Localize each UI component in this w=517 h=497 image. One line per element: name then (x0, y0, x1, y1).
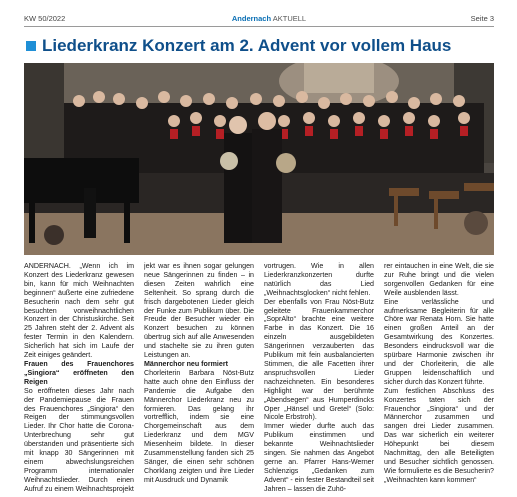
brand-name: Andernach (231, 14, 272, 23)
subheading: Männerchor neu formiert (144, 359, 228, 368)
paragraph: ANDERNACH. „Wenn ich im Konzert des Liederkranz gewesen bin, kann für mich Weihnachten beginnen“ äußerte eine zufriedene Besucherin nach dem sehr gut besuchten vorweihnachtlichen Konzert in der Christuskirche. Seit 25 Jahren steht der 2. Advent als fester Termin in den Kalendern. Sicherlich hat sich im Laufe der Zeit einiges geändert. (24, 262, 134, 360)
headline-text: Liederkranz Konzert am 2. Advent vor vollem Haus (42, 36, 452, 55)
paragraph: Zum festlichen Abschluss des Konzertes taten sich der Frauenchor „Singiora“ und der Männerchor zusammen und sangen drei Lieder zusammen. Das war sicherlich ein weiterer Höhepunkt bei diesem Nachmittag, den alle Beteiligten und Besucher sichtlich genossen. Wie formulierte es die Besucherin? „Weihnachten kann kommen“ (384, 386, 494, 484)
section-label (224, 14, 314, 23)
concert-photo (24, 63, 494, 255)
subheading: Frauen des Frauenchores „Singiora“ eröffneten den Reigen (24, 359, 134, 386)
paragraph: Chorleiterin Barbara Nöst-Butz hatte auch ohne den Einfluss der Pandemie die Aufgabe den Männerchor Liederkranz neu zu formieren. Das gelang ihr vortrefflich, indem sie eine Chorgemeinschaft aus dem Liederkranz und dem MGV Miesenheim bildete. In dieser Zusammenstellung fanden sich 25 Sänger, die einen sehr schönen Chorklang zeigten und ihre Lieder mit Ausdruck und Dynamik (144, 368, 254, 484)
headline (26, 36, 496, 60)
page-number: Seite 3 (470, 14, 494, 23)
article-column-2 (144, 262, 254, 494)
article-column-3 (264, 262, 374, 494)
headline-square-icon (26, 41, 36, 51)
article-body (24, 262, 494, 494)
issue-number: KW 50/2022 (24, 14, 66, 23)
paragraph: Eine verlässliche und aufmerksame Begleiterin für alle Chöre war Renata Horn. Sie hatte einen großen Anteil an der Gesamtwirkung des Konzertes. Besonders eindrucksvoll war die spürbare Harmonie zwischen ihr und der Chorleiterin, die alle Gruppen leidenschaftlich und sicher durch das Konzert führte. (384, 297, 494, 386)
paragraph: Immer wieder durfte auch das Publikum einstimmen und bekannte Weihnachtslieder singen. Sie nahmen das Angebot gerne an. Pfarrer Hans-Werner Schlenzigs „Gedanken zum Advent“ - ein fester Bestandteil seit Jahren – lassen die Zuhö- (264, 422, 374, 493)
header-divider (24, 26, 494, 27)
paragraph: vortrugen. Wie in allen Liederkranzkonzerten durfte natürlich das Lied „Weihnachtsglocken“ nicht fehlen. (264, 262, 374, 297)
paragraph: jekt war es ihnen sogar gelungen neue Sängerinnen zu finden – in diesen Zeiten wahrlich eine Seltenheit. So sprang durch die frisch dargebotenen Lieder gleich der Funke zum Publikum über. Die Freude der Besucher wieder ein Konzert besuchen zu können übertrug sich auf alle Anwesenden und stachelte sie zu ihren guten Leistungen an. (144, 262, 254, 360)
paragraph: rer eintauchen in eine Welt, die sie zur Ruhe bringt und die vielen sorgenvollen Gedanken für eine Weile ausblenden lässt. (384, 262, 494, 297)
article-column-4 (384, 262, 494, 494)
paragraph: So eröffneten dieses Jahr nach der Pandemiepause die Frauen des Frauenchores „Singiora“ den Reigen der stimmungsvollen Lieder. Ihr Chor hatte die Corona-Unterbrechung sehr gut überstanden und präsentierte sich mit knapp 30 Sängerinnen mit einem abwechslungsreichen Programm internationaler Weihnachtslieder. Durch einen Aufruf zu einem Weihnachtsprojekt (24, 386, 134, 493)
paragraph: Der ebenfalls von Frau Nöst-Butz geleitete Frauenkammerchor „SoprAlto“ brachte eine weitere Farbe in das Konzert. Die 16 einzeln ausgebildeten Sängerinnen verzauberten das Publikum mit fein ausbalancierten Stimmen, die alle Facetten ihrer anspruchsvollen Lieder nachzeichneten. Ein besonderes Highlight war der berühmte „Abendsegen“ aus Humperdincks Oper „Hänsel und Gretel“ (Solo: Nicole Erbstroh). (264, 297, 374, 422)
article-column-1 (24, 262, 134, 494)
section-name: AKTUELL (272, 14, 307, 23)
